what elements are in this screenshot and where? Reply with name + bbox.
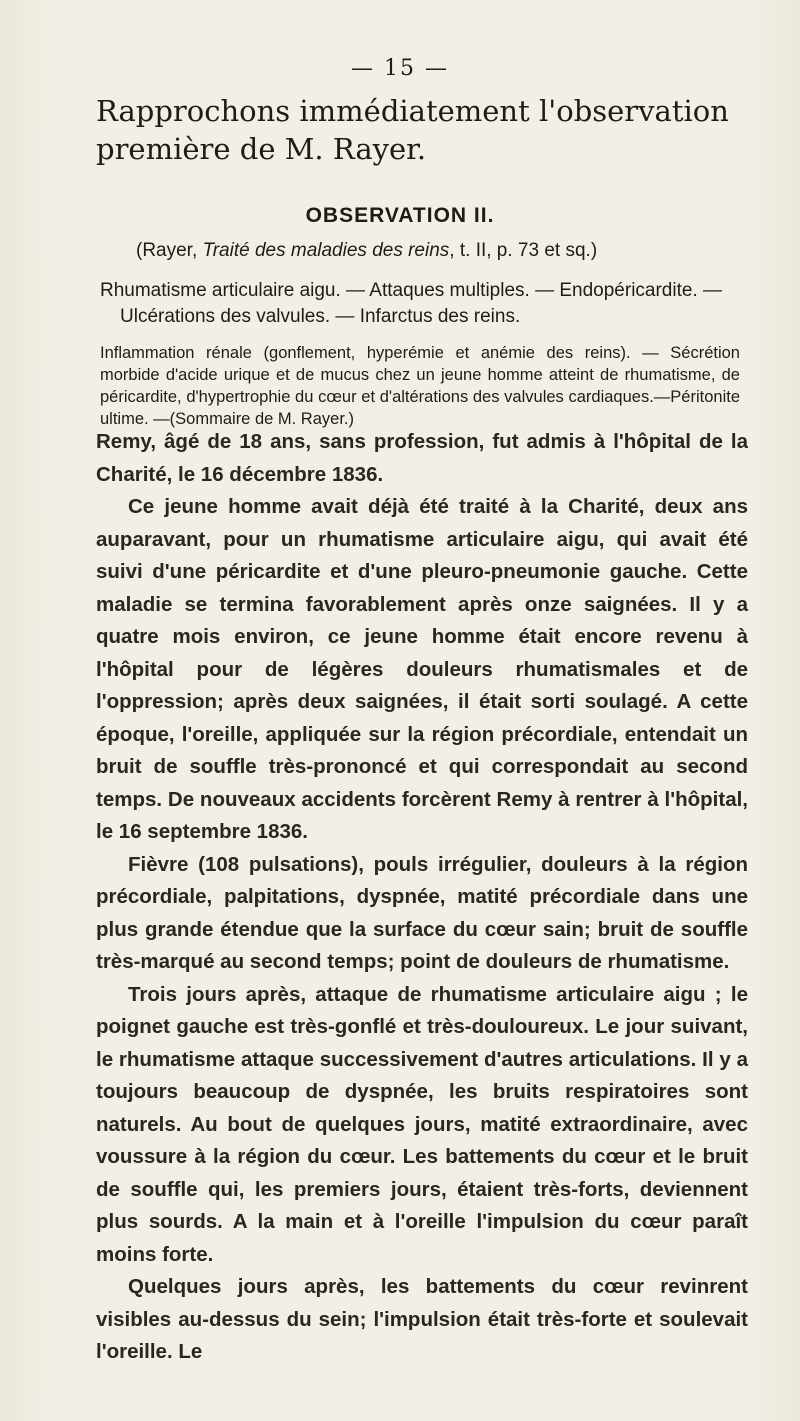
citation-book-title: Traité des maladies des reins bbox=[202, 240, 450, 261]
observation-body bbox=[96, 426, 748, 1369]
observation-keywords bbox=[100, 278, 740, 330]
citation-open: (Rayer, bbox=[136, 240, 203, 261]
citation-close: , t. II, p. 73 et sq.) bbox=[449, 240, 598, 261]
intro-sentence: Rapprochons immédiatement l'observation première de M. Rayer. bbox=[96, 94, 729, 166]
observation-summary: Inflammation rénale (gonflement, hyperémie et anémie des reins). — Sécrétion morbide d'acide urique et de mucus chez un jeune homme atteint de rhumatisme, de péricardite, d'hypertrophie du cœur et d'altérations des valvules cardiaques.—Péritonite ultime. —(Sommaire de M. Rayer.) bbox=[100, 344, 740, 428]
observation-heading: OBSERVATION II. bbox=[305, 204, 495, 227]
body-paragraph: Fièvre (108 pulsations), pouls irrégulier, douleurs à la région précordiale, palpitations, dyspnée, matité précordiale dans une plus grande étendue que la surface du cœur sain; bruit de souffle très-marqué au second temps; point de douleurs de rhumatisme. bbox=[96, 852, 748, 973]
body-paragraph: Quelques jours après, les battements du cœur revinrent visibles au-dessus du sein; l'impulsion était très-forte et soulevait l'oreille. Le bbox=[96, 1275, 748, 1363]
page-number: — 15 — bbox=[351, 56, 449, 81]
body-paragraph: Remy, âgé de 18 ans, sans profession, fut admis à l'hôpital de la Charité, le 16 décembre 1836. bbox=[96, 430, 748, 486]
observation-citation bbox=[136, 240, 736, 262]
keywords-line-2: Ulcérations des valvules. — Infarctus des reins. bbox=[120, 306, 521, 327]
body-paragraph: Ce jeune homme avait déjà été traité à la Charité, deux ans auparavant, pour un rhumatisme articulaire aigu, qui avait été suivi d'une péricardite et d'une pleuro-pneumonie gauche. Cette maladie se termina favorablement après onze saignées. Il y a quatre mois environ, ce jeune homme était encore revenu à l'hôpital pour de légères douleurs rhumatismales et de l'oppression; après deux saignées, il était sorti soulagé. A cette époque, l'oreille, appliquée sur la région précordiale, entendait un bruit de souffle très-prononcé et qui correspondait au second temps. De nouveaux accidents forcèrent Remy à rentrer à l'hôpital, le 16 septembre 1836. bbox=[96, 495, 748, 843]
keywords-line-1: Rhumatisme articulaire aigu. — Attaques multiples. — Endopéricardite. — bbox=[100, 280, 722, 301]
body-paragraph: Trois jours après, attaque de rhumatisme articulaire aigu ; le poignet gauche est très-gonflé et très-douloureux. Le jour suivant, le rhumatisme attaque successivement d'autres articulations. Il y a toujours beaucoup de dyspnée, les bruits respiratoires sont naturels. Au bout de quelques jours, matité extraordinaire, avec voussure à la région du cœur. Les battements du cœur et le bruit de souffle qui, les premiers jours, étaient très-forts, deviennent plus sourds. A la main et à l'oreille l'impulsion du cœur paraît moins forte. bbox=[96, 982, 748, 1266]
